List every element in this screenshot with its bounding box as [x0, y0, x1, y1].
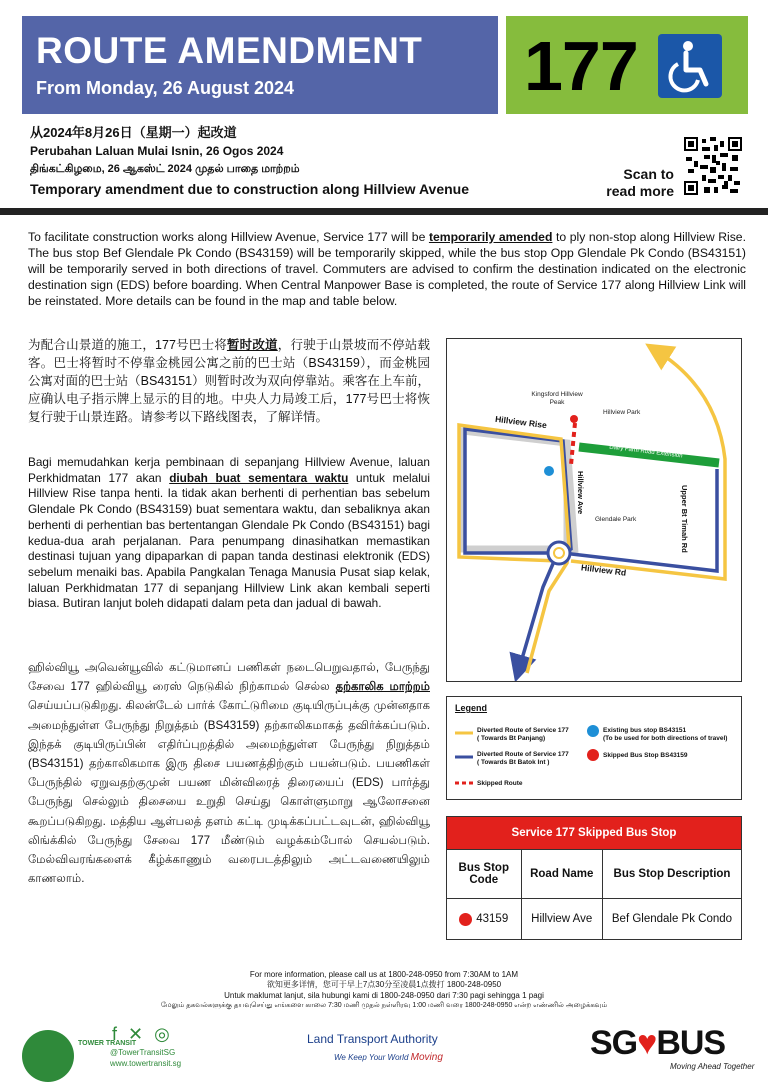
legend-skipped-stop-text: Skipped Bus Stop BS43159 [603, 752, 688, 759]
footer-malay: Untuk maklumat lanjut, sila hubungi kami di 1800-248-0950 dari 7:30 pagi sehingga 1 pagi [224, 990, 544, 1000]
zh-text-emphasis: 暂时改道 [226, 338, 278, 352]
table-title: Service 177 Skipped Bus Stop [447, 817, 741, 849]
website-link[interactable]: www.towertransit.sg [110, 1059, 182, 1068]
lta-tagline [334, 1052, 443, 1063]
table-header-row [447, 849, 741, 898]
lta-tagline-2: Moving [410, 1052, 443, 1063]
x-twitter-icon[interactable]: ✕ [128, 1024, 144, 1044]
label-glendale-park: Glendale Park [595, 516, 637, 523]
skipped-bus-stop-marker [568, 413, 580, 425]
scan-line-2: read more [606, 183, 674, 199]
tower-transit-name: TOWER TRANSIT [78, 1040, 137, 1047]
footer-tamil: மேலும் தகவல்களுக்கு தயவுசெய்து எங்களை காலை 7:30 மணி முதல் நள்ளிரவு 1:00 மணி வரை 1800-248-0950 என்ற எண்ணில் அழைக்கவும் [160, 1002, 608, 1010]
col-header-code: Bus Stop Code [458, 862, 509, 886]
legend-skipped-route-text: Skipped Route [477, 780, 523, 787]
tower-transit-logo-icon [22, 1030, 74, 1082]
footer-contact [0, 970, 768, 1012]
social-handle: @TowerTransitSG [110, 1048, 176, 1057]
map-legend [446, 696, 742, 800]
skipped-stop-table [446, 816, 742, 940]
existing-bus-stop-marker [544, 466, 554, 476]
legend-yellow-text [477, 727, 569, 743]
en-text-emphasis: temporarily amended [428, 230, 553, 244]
header-english: Temporary amendment due to construction along Hillview Avenue [30, 181, 469, 197]
social-icons [112, 1024, 170, 1045]
malay-paragraph [28, 455, 430, 612]
blue-route-east [563, 469, 717, 571]
cell-desc: Bef Glendale Pk Condo [602, 899, 741, 939]
cell-road: Hillview Ave [521, 899, 602, 939]
service-panel [506, 16, 748, 114]
ta-text-2: செய்யப்படுகிறது. கிலன்டேல் பார்க் கோட்டுரிமை குடியிருப்புக்கு முன்னதாக அமைந்துள்ள பேருந்து நிறுத்தம் (BS43159) தற்காலிகமாகத் தவிர்க்கப்படும். இந்தக் குடியிருப்பின் எதிர்ப்புறத்தில் அமைந்துள்ள பேருந்து நிறுத்தம் (BS43151) தற்காலிகமாக இரு திசை பயணத்திற்கும் பயன்படும். பயணிகள் பேருந்தில் ஏறுவதற்குமுன் பயண மின்விரைத் திரையைப் (EDS) பார்த்து பேருந்து செல்லும் திசையை உறுதி செய்து கொள்ளுமாறு ஆலோசனை கூறப்படுகிறது. மத்திய ஆள்பலத் தளம் கட்டி முடிக்கப்பட்டவுடன், ஹில்வியூ லிங்க்கில் பேருந்து சேவை 177 மீண்டும் வழக்கம்போல் செயல்படும். மேல்விவரங்களைக் கீழ்க்காணும் வரைபடத்திலும் அட்டவணையிலும் காணலாம். [28, 699, 430, 886]
header-malay: Perubahan Laluan Mulai Isnin, 26 Ogos 2024 [30, 144, 284, 158]
label-upper-bt-timah: Upper Bt Timah Rd [680, 485, 689, 553]
header-chinese: 从2024年8月26日（星期一）起改道 [30, 125, 237, 140]
page-title: ROUTE AMENDMENT [36, 30, 423, 71]
legend-existing-stop-text [603, 727, 727, 743]
legend-blue-stop-dot [587, 725, 599, 737]
lta-name: Land Transport Authority [307, 1032, 438, 1046]
label-kingsford: Kingsford Hillview Peak [531, 391, 583, 406]
footer-chinese: 欲知更多详情，您可于早上7点30分至凌晨1点拨打 1800-248-0950 [266, 980, 502, 990]
legend-existing-line-1: Existing bus stop BS43151 [603, 727, 687, 734]
ta-text-1: ஹில்வியூ அவென்யூவில் கட்டுமானப் பணிகள் நடைபெறுவதால், பேருந்து சேவை 177 ஹில்வியூ ரைஸ் நெடுகில் நிற்காமல் செல்ல [28, 661, 430, 694]
table-row [447, 898, 741, 939]
ms-text-emphasis: diubah buat sementara waktu [169, 470, 349, 485]
footer-english: For more information, please call us at 1800-248-0950 from 7:30AM to 1AM [249, 970, 519, 979]
heart-icon: ♥ [637, 1024, 657, 1062]
service-number: 177 [524, 27, 638, 105]
legend-yellow-line-2: ( Towards Bt Panjang) [477, 735, 546, 742]
route-map [446, 338, 742, 682]
legend-yellow-line-1: Diverted Route of Service 177 [477, 727, 569, 734]
cell-code [447, 899, 521, 939]
label-hillview-ave: Hillview Ave [576, 471, 585, 515]
cell-code-text: 43159 [476, 913, 509, 925]
ms-text-2: untuk melalui Hillview Rise tanpa henti. Ia tidak akan berhenti di perhentian bas sebelum Glendale Pk Condo (BS43159) buat sementara waktu, dan sebaliknya akan berhenti di perhentian bas bertentangan Glendale Pk Condo (BS43151) bagi kedua-dua arah perjalanan. Para penumpang dinasihatkan memastikan destinasi tujuan yang dipaparkan di papan tanda destinasi elektronik (EDS) sebelum menaiki bas. Apabila Pangkalan Tenaga Manusia Pusat siap kelak, laluan Perkhidmatan 177 di sepanjang Hillview Link akan kembali seperti biasa. Butiran lanjut boleh didapati dalam peta dan jadual di bawah. [28, 470, 430, 611]
sgbus-logo: SG♥BUS [590, 1024, 726, 1062]
legend-blue-line-2: ( Towards Bt Batok Int ) [477, 759, 550, 766]
col-header-desc: Bus Stop Description [602, 850, 741, 898]
label-hillview-rise: Hillview Rise [494, 413, 548, 431]
sgbus-tagline: Moving Ahead Together [670, 1062, 755, 1071]
tamil-paragraph [28, 658, 430, 888]
page-subtitle: From Monday, 26 August 2024 [36, 78, 295, 98]
multilingual-headers [30, 124, 469, 198]
label-hillview-park: Hillview Park [603, 409, 641, 416]
legend-blue-text [477, 751, 569, 767]
header-tamil: திங்கட்கிழமை, 26 ஆகஸ்ட் 2024 முதல் பாதை மாற்றம் [30, 163, 300, 175]
qr-code-icon[interactable] [684, 137, 742, 195]
zh-text-1: 为配合山景道的施工，177号巴士将 [28, 338, 227, 352]
chinese-paragraph [28, 336, 430, 426]
ms-text-1: Bagi memudahkan kerja pembinaan di sepanjang Hillview Avenue, laluan Perkhidmatan 177 akan [28, 455, 430, 485]
wheelchair-accessible-icon [658, 34, 722, 98]
label-hillview-rd: Hillview Rd [580, 562, 627, 578]
instagram-icon[interactable]: ◎ [154, 1024, 170, 1044]
header-divider [0, 208, 768, 215]
col-header-road: Road Name [521, 850, 602, 898]
english-paragraph [28, 229, 746, 309]
facebook-icon[interactable]: f [112, 1024, 118, 1044]
header-title-panel [22, 16, 498, 114]
ta-text-emphasis: தற்காலிக மாற்றம் [335, 680, 430, 694]
scan-line-1: Scan to [623, 166, 674, 182]
legend-title: Legend [455, 703, 488, 713]
skipped-stop-dot [459, 913, 472, 926]
scan-prompt [594, 166, 674, 200]
legend-existing-line-2: (To be used for both directions of travel) [603, 735, 728, 742]
label-dairy-farm: Dairy Farm Road Extension [608, 444, 683, 460]
legend-blue-line-1: Diverted Route of Service 177 [477, 751, 569, 758]
en-text-2: to ply non-stop along Hillview Rise. The bus stop Bef Glendale Pk Condo (BS43159) will be temporarily skipped, while the bus stop Opp Glendale Pk Condo (BS43151) will be temporarily served in both directions of travel. Commuters are advised to confirm the destination indicated on the electronic destination sign (EDS) before boarding. When Central Manpower Base is completed, the route of Service 177 along Hillview Link will be reinstated. More details can be found in the map and table below. [28, 230, 746, 308]
en-text-1: To facilitate construction works along Hillview Avenue, Service 177 will be [28, 230, 429, 244]
lta-tagline-1: We Keep Your World [334, 1053, 409, 1062]
legend-red-stop-dot [587, 749, 599, 761]
zh-text-2: ，行驶于山景坡而不停站载客。巴士将暂时不停靠金桃园公寓之前的巴士站（BS43159），而金桃园公寓对面的巴士站（BS43151）则暂时改为双向停靠站。乘客在上车前，应确认电子指示牌上显示的目的地。中央人力局竣工后，177号巴士将恢复行驶于山景连路。请参考以下路线图表，了解详情。 [28, 338, 430, 424]
